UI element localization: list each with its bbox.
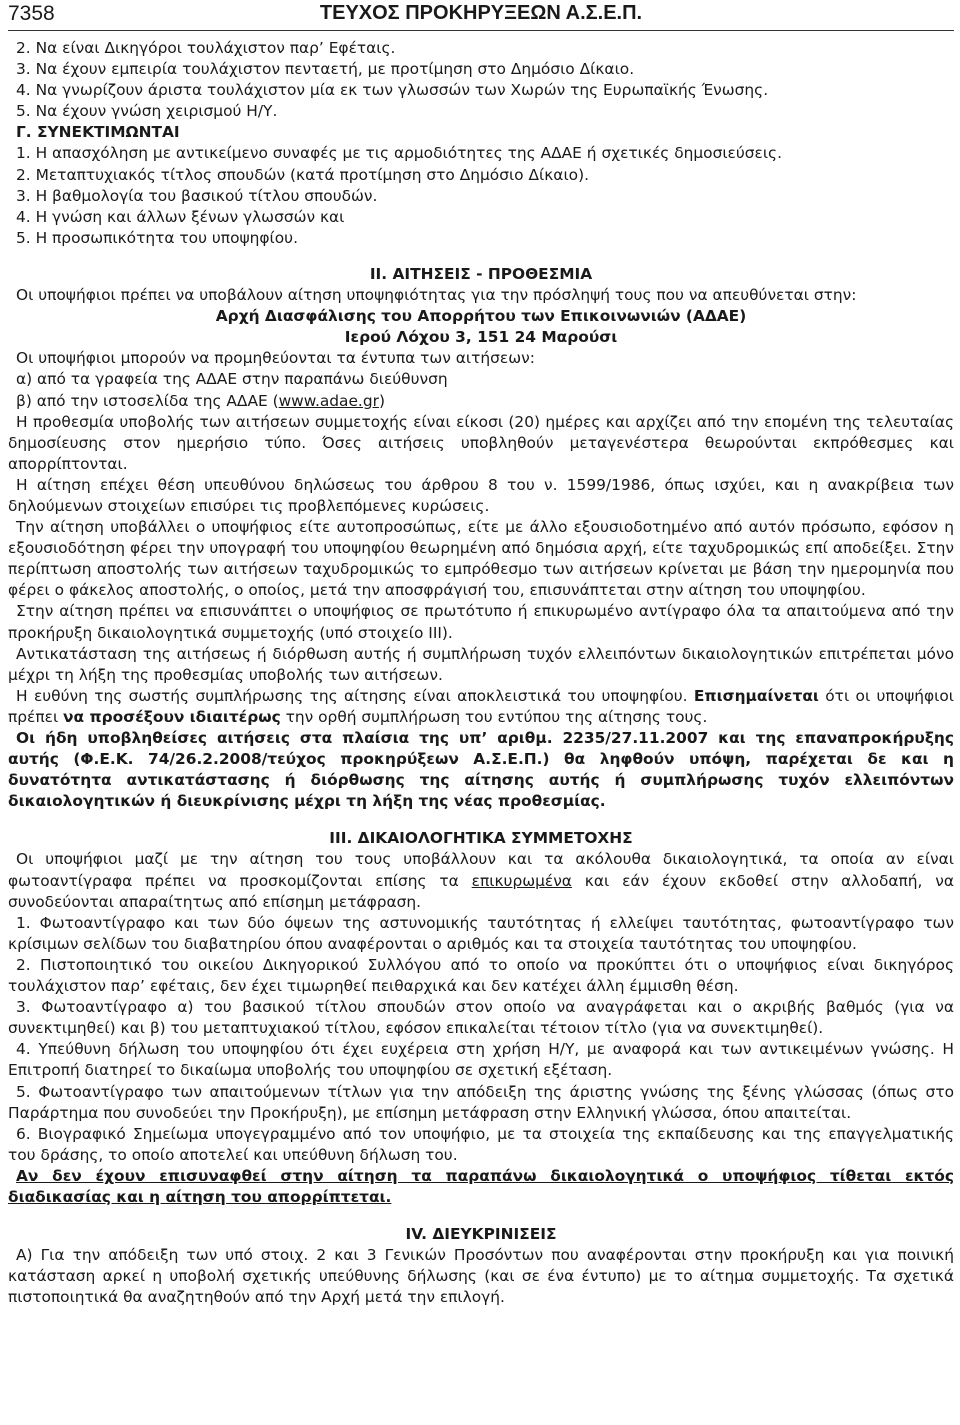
forms-option-b: β) από την ιστοσελίδα της ΑΔΑΕ (www.adae.gr): [16, 391, 385, 410]
document-item: 4. Υπεύθυνη δήλωση του υποψηφίου ότι έχει ευχέρεια στη χρήση Η/Υ, με αναφορά και των αντικειμένων γνώσης. Η Επιτροπή διατηρεί το δικαίωμα υποβολής του υποψηφίου σε σχετική εξέταση.: [8, 1040, 954, 1080]
forms-option-a: α) από τα γραφεία της ΑΔΑΕ στην παραπάνω διεύθυνση: [16, 370, 448, 389]
requirement-item: 3. Να έχουν εμπειρία τουλάχιστον πενταετή, με προτίμηση στο Δημόσιο Δίκαιο.: [16, 60, 635, 79]
document-page: [8, 0, 955, 1307]
requirement-item: 5. Να έχουν γνώση χειρισμού Η/Υ.: [16, 102, 278, 121]
requirement-item: 4. Να γνωρίζουν άριστα τουλάχιστον μία εκ των γλωσσών των Χωρών της Ευρωπαϊκής Ένωσης.: [16, 81, 769, 100]
forms-intro: Οι υποψήφιοι μπορούν να προμηθεύονται τα έντυπα των αιτήσεων:: [16, 349, 535, 368]
section-heading-clarifications: IV. ΔΙΕΥΚΡΙΝΙΣΕΙΣ: [405, 1225, 557, 1244]
document-body: [8, 38, 954, 1308]
section-heading-applications: ΙΙ. ΑΙΤΗΣΕΙΣ - ΠΡΟΘΕΣΜΙΑ: [369, 264, 593, 283]
replacement-paragraph: Αντικατάσταση της αιτήσεως ή διόρθωση αυτής ή συμπλήρωση τυχόν ελλειπόντων δικαιολογητικών επιτρέπεται μόνο μέχρι τη λήξη της προθεσμίας υποβολής των αιτήσεων.: [8, 644, 954, 684]
document-item: 5. Φωτοαντίγραφο των απαιτούμενων τίτλων για την απόδειξη της άριστης γνώσης της ξένης γλώσσας (όπως στο Παράρτημα που συνοδεύει την Προκήρυξη), με επίσημη μετάφραση στην Ελληνική γλώσσα, όπου απαιτείται.: [8, 1082, 954, 1122]
address-name: Αρχή Διασφάλισης του Απορρήτου των Επικοινωνιών (ΑΔΑΕ): [215, 307, 747, 326]
criteria-heading: Γ. ΣΥΝΕΚΤΙΜΩΝΤΑΙ: [16, 123, 180, 142]
rejection-warning: Αν δεν έχουν επισυναφθεί στην αίτηση τα παραπάνω δικαιολογητικά ο υποψήφιος τίθεται εκτός διαδικασίας και η αίτηση του απορρίπτεται.: [8, 1166, 954, 1206]
section-heading-documents: ΙΙΙ. ΔΙΚΑΙΟΛΟΓΗΤΙΚΑ ΣΥΜΜΕΤΟΧΗΣ: [329, 829, 633, 848]
header-rule: [8, 30, 954, 31]
deadline-paragraph: Η προθεσμία υποβολής των αιτήσεων συμμετοχής είναι είκοσι (20) ημέρες και αρχίζει από την επομένη της τελευταίας δημοσίευσης στον ημερήσιο τύπο. Όσες αιτήσεις υποβληθούν μεταγενέστερα θεωρούνται εκπρόθεσμες και απορρίπτονται.: [8, 412, 954, 473]
document-item: 2. Πιστοποιητικό του οικείου Δικηγορικού Συλλόγου από το οποίο να προκύπτει ότι ο υποψήφιος είναι δικηγόρος τουλάχιστον παρ’ εφέταις, δεν έχει τιμωρηθεί πειθαρχικά και δεν κατέχει άλλη έμμισθη θέση.: [8, 955, 954, 996]
address-street: Ιερού Λόχου 3, 151 24 Μαρούσι: [344, 328, 618, 347]
document-item: 1. Φωτοαντίγραφο και των δύο όψεων της αστυνομικής ταυτότητας ή ελλείψει ταυτότητας, φωτοαντίγραφο των κρίσιμων σελίδων του διαβατηρίου όπου αναφέρονται ο αριθμός και τα στοιχεία ταυτότητας του υποψηφίου.: [8, 913, 954, 953]
applications-intro: Οι υποψήφιοι πρέπει να υποβάλουν αίτηση υποψηφιότητας για την πρόσληψή τους που να απευθύνεται στην:: [16, 286, 857, 305]
attachments-paragraph: Στην αίτηση πρέπει να επισυνάπτει ο υποψήφιος σε πρωτότυπο ή επικυρωμένο αντίγραφο όλα τα απαιτούμενα από την προκήρυξη δικαιολογητικά συμμετοχής (υπό στοιχείο ΙΙΙ).: [8, 602, 954, 642]
requirement-item: 2. Να είναι Δικηγόροι τουλάχιστον παρ’ Εφέταις.: [16, 39, 396, 57]
document-item: 3. Φωτοαντίγραφο α) του βασικού τίτλου σπουδών στον οποίο να αναγράφεται και ο ακριβής βαθμός (για να συνεκτιμηθεί) και β) του μεταπτυχιακού τίτλου, εφόσον επικαλείται τέτοιον τίτλο (για να συνεκτιμηθεί).: [8, 998, 954, 1038]
page-number: 7358: [8, 2, 55, 25]
submission-paragraph: Την αίτηση υποβάλλει ο υποψήφιος είτε αυτοπροσώπως, είτε με άλλο εξουσιοδοτημένο από αυτόν πρόσωπο, εφόσον η εξουσιοδότηση φέρει την υπογραφή του υποψηφίου θεωρημένη από δημόσια αρχή, είτε ταχυδρομικώς επί αποδείξει. Στην περίπτωση αποστολής των αιτήσεων ταχυδρομικώς το εμπρόθεσμο των αιτήσεων κρίνεται με βάση την ημερομηνία που φέρει ο φάκελος αποστολής, ο οποίος, μετά την αποσφράγισή του, επισυνάπτεται στην αίτηση του υποψηφίου.: [8, 518, 954, 600]
document-item: 6. Βιογραφικό Σημείωμα υπογεγραμμένο από τον υποψήφιο, με τα στοιχεία της εκπαίδευσης και της επαγγελματικής του δράσης, το οποίο αποτελεί και υπεύθυνη δήλωση του.: [8, 1124, 954, 1164]
criteria-item: 4. Η γνώση και άλλων ξένων γλωσσών και: [16, 207, 345, 226]
documents-intro: Οι υποψήφιοι μαζί με την αίτηση του τους υποβάλλουν και τα ακόλουθα δικαιολογητικά, τα οποία αν είναι φωτοαντίγραφα πρέπει να προσκομίζονται επίσης τα επικυρωμένα και εάν έχουν εκδοθεί στην αλλοδαπή, να συνοδεύονται απαραίτητως από επίσημη μετάφραση.: [8, 850, 955, 911]
criteria-item: 5. Η προσωπικότητα του υποψηφίου.: [16, 228, 298, 247]
adae-website-link[interactable]: www.adae.gr: [278, 391, 379, 410]
declaration-paragraph: Η αίτηση επέχει θέση υπευθύνου δηλώσεως του άρθρου 8 του ν. 1599/1986, όπως ισχύει, και η ανακρίβεια των δηλούμενων στοιχείων επισύρει τις προβλεπόμενες κυρώσεις.: [8, 475, 954, 515]
previous-applications-paragraph: Οι ήδη υποβληθείσες αιτήσεις στα πλαίσια της υπ’ αριθμ. 2235/27.11.2007 και της επαναπροκήρυξης αυτής (Φ.Ε.Κ. 74/26.2.2008/τεύχος προκηρύξεων Α.Σ.Ε.Π.) θα ληφθούν υπόψη, παρέχεται δε και η δυνατότητα αντικατάστασης ή διόρθωσης της αίτησης αυτής ή συμπλήρωσης τυχόν ελλειπόντων δικαιολογητικών ή διευκρίνισης μέχρι τη λήξη της νέας προθεσμίας.: [8, 729, 954, 811]
criteria-item: 1. Η απασχόληση με αντικείμενο συναφές με τις αρμοδιότητες της ΑΔΑΕ ή σχετικές δημοσιεύσεις.: [16, 144, 782, 163]
journal-title: ΤΕΥΧΟΣ ΠΡΟΚΗΡΥΞΕΩΝ Α.Σ.Ε.Π.: [319, 2, 643, 24]
criteria-item: 2. Μεταπτυχιακός τίτλος σπουδών (κατά προτίμηση στο Δημόσιο Δίκαιο).: [16, 165, 589, 184]
clarifications-paragraph: Α) Για την απόδειξη των υπό στοιχ. 2 και 3 Γενικών Προσόντων που αναφέρονται στην προκήρυξη και για ποινική κατάσταση αρκεί η υποβολή σχετικής υπεύθυνης δήλωσης (και σε ένα έντυπο) με το αίτημα συμμετοχής. Τα σχετικά πιστοποιητικά θα αναζητηθούν από την Αρχή μετά την επιλογή.: [8, 1246, 954, 1307]
responsibility-paragraph: Η ευθύνη της σωστής συμπλήρωσης της αίτησης είναι αποκλειστικά του υποψηφίου. Επισημαίνεται ότι οι υποψήφιοι πρέπει να προσέξουν ιδιαιτέρως την ορθή συμπλήρωση του εντύπου της αίτησης τους.: [8, 686, 954, 726]
page-header: [8, 0, 954, 30]
criteria-item: 3. Η βαθμολογία του βασικού τίτλου σπουδών.: [16, 186, 378, 205]
